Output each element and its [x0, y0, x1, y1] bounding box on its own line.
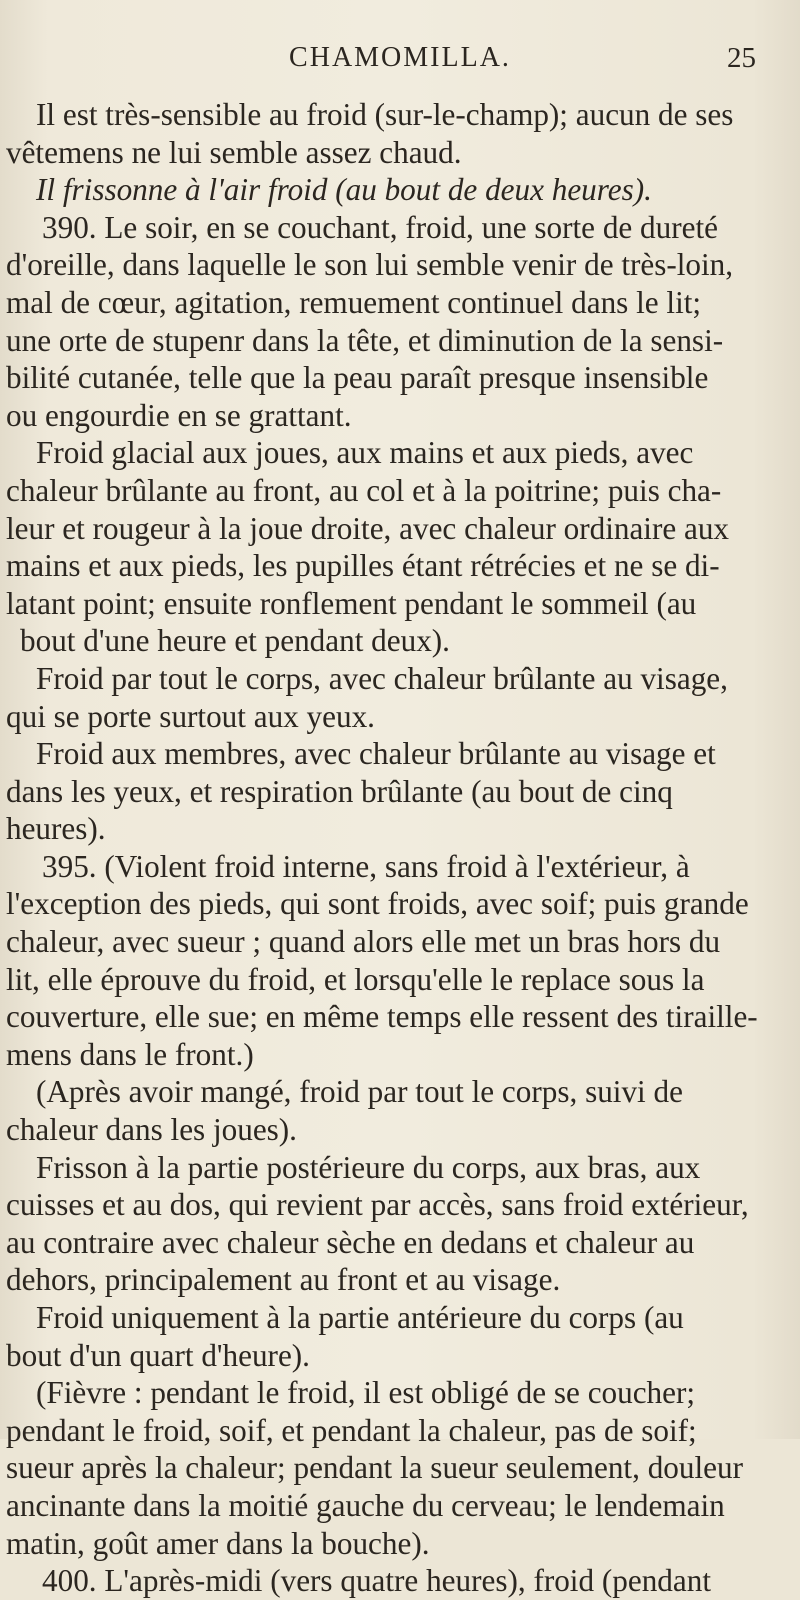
text-line: cuisses et au dos, qui revient par accès, sans froid extérieur,	[6, 1187, 749, 1223]
text-line: bout d'un quart d'heure).	[6, 1337, 310, 1373]
text-line: qui se porte surtout aux yeux.	[6, 698, 375, 734]
text-line: l'exception des pieds, qui sont froids, avec soif; puis grande	[6, 886, 749, 922]
text-line: chaleur brûlante au front, au col et à la poitrine; puis cha-	[6, 472, 722, 508]
text-line: matin, goût amer dans la bouche).	[6, 1525, 430, 1561]
text-line: Il est très-sensible au froid (sur-le-champ); aucun de ses	[36, 97, 734, 132]
text-line: chaleur dans les joues).	[6, 1112, 297, 1148]
text-line: latant point; ensuite ronflement pendant le sommeil (au	[6, 585, 697, 621]
text-line: dans les yeux, et respiration brûlante (au bout de cinq	[6, 773, 673, 809]
body-text	[6, 96, 776, 1600]
text-line: lit, elle éprouve du froid, et lorsqu'elle le replace sous la	[6, 961, 705, 997]
text-line: sueur après la chaleur; pendant la sueur seulement, douleur	[6, 1450, 743, 1486]
text-line: 400. L'après-midi (vers quatre heures), froid (pendant	[42, 1563, 711, 1599]
text-line: Il frissonne à l'air froid (au bout de deux heures).	[36, 172, 652, 208]
text-line: Froid glacial aux joues, aux mains et aux pieds, avec	[36, 435, 694, 471]
text-line: bout d'une heure et pendant deux).	[20, 623, 450, 659]
running-title: CHAMOMILLA.	[289, 42, 511, 73]
text-line: (Après avoir mangé, froid par tout le corps, suivi de	[36, 1074, 683, 1110]
page-number: 25	[727, 42, 756, 74]
text-line: 390. Le soir, en se couchant, froid, une sorte de dureté	[42, 209, 718, 245]
text-line: ancinante dans la moitié gauche du cerveau; le lendemain	[6, 1487, 725, 1523]
text-line: pendant le froid, soif, et pendant la chaleur, pas de soif;	[6, 1412, 697, 1448]
text-line: Froid par tout le corps, avec chaleur brûlante au visage,	[36, 660, 728, 696]
text-line: mens dans le front.)	[6, 1036, 254, 1072]
text-line: une orte de stupenr dans la tête, et diminution de la sensi-	[6, 322, 724, 358]
text-line: Frisson à la partie postérieure du corps, aux bras, aux	[36, 1149, 701, 1185]
text-line: ou engourdie en se grattant.	[6, 397, 352, 433]
text-line: heures).	[6, 811, 106, 847]
text-line: (Fièvre : pendant le froid, il est obligé de se coucher;	[36, 1375, 696, 1411]
text-line: chaleur, avec sueur ; quand alors elle met un bras hors du	[6, 924, 721, 960]
text-line: 395. (Violent froid interne, sans froid à l'extérieur, à	[42, 848, 690, 884]
text-line: dehors, principalement au front et au visage.	[6, 1262, 561, 1298]
text-line: d'oreille, dans laquelle le son lui semble venir de très-loin,	[6, 247, 734, 283]
text-line: couverture, elle sue; en même temps elle ressent des tiraille-	[6, 999, 758, 1035]
text-line: Froid uniquement à la partie antérieure du corps (au	[36, 1300, 684, 1335]
text-line: leur et rougeur à la joue droite, avec chaleur ordinaire aux	[6, 510, 730, 546]
text-line: mains et aux pieds, les pupilles étant rétrécies et ne se di-	[6, 548, 720, 584]
text-line: mal de cœur, agitation, remuement continuel dans le lit;	[6, 284, 702, 320]
text-line: bilité cutanée, telle que la peau paraît presque insensible	[6, 360, 709, 396]
page-header	[0, 36, 800, 76]
text-line: au contraire avec chaleur sèche en dedans et chaleur au	[6, 1224, 695, 1260]
text-line: vêtemens ne lui semble assez chaud.	[6, 134, 462, 170]
text-line: Froid aux membres, avec chaleur brûlante au visage et	[36, 736, 716, 772]
